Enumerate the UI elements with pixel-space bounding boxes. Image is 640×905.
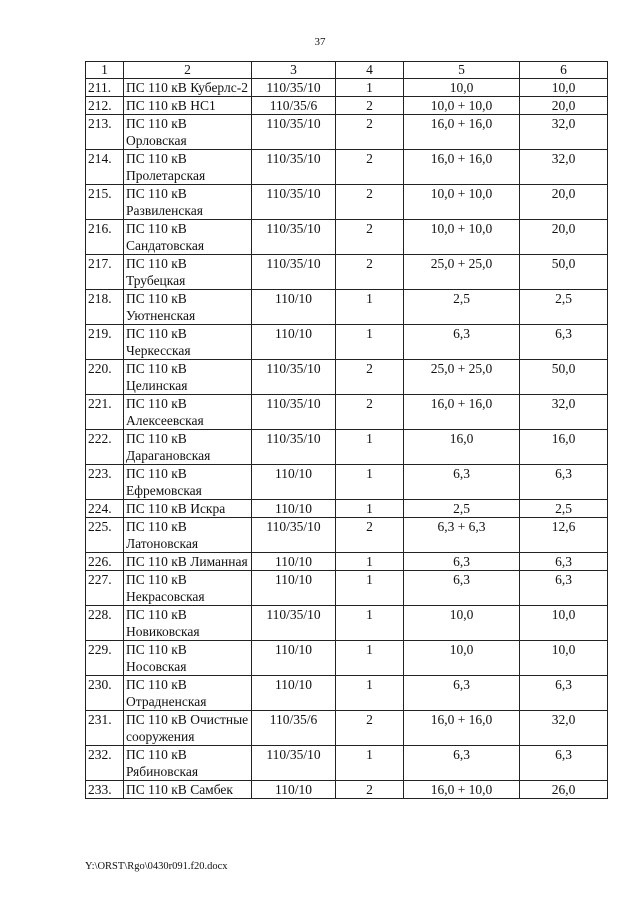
transformer-power-cell: 10,0 (404, 606, 520, 641)
transformer-power-cell: 6,3 (404, 325, 520, 360)
transformer-count-cell: 1 (336, 79, 404, 97)
table-row (86, 220, 608, 255)
row-number-cell: 227. (86, 571, 124, 606)
total-power-cell: 32,0 (520, 711, 608, 746)
total-power-cell: 6,3 (520, 553, 608, 571)
substation-name-cell: ПС 110 кВ Искра (124, 500, 252, 518)
table-body (86, 79, 608, 799)
voltage-cell: 110/10 (252, 553, 336, 571)
transformer-power-cell: 10,0 + 10,0 (404, 220, 520, 255)
table-row (86, 500, 608, 518)
substation-name-cell: ПС 110 кВ Алексеевская (124, 395, 252, 430)
substation-name-cell: ПС 110 кВ Новиковская (124, 606, 252, 641)
voltage-cell: 110/35/10 (252, 79, 336, 97)
row-number-cell: 212. (86, 97, 124, 115)
table-row (86, 255, 608, 290)
transformer-count-cell: 1 (336, 746, 404, 781)
substation-name-cell: ПС 110 кВ Дарагановская (124, 430, 252, 465)
substation-name-cell: ПС 110 кВ Пролетарская (124, 150, 252, 185)
voltage-cell: 110/35/10 (252, 255, 336, 290)
voltage-cell: 110/35/10 (252, 746, 336, 781)
transformer-power-cell: 16,0 + 10,0 (404, 781, 520, 799)
column-header: 2 (124, 62, 252, 79)
row-number-cell: 220. (86, 360, 124, 395)
total-power-cell: 6,3 (520, 325, 608, 360)
row-number-cell: 221. (86, 395, 124, 430)
total-power-cell: 6,3 (520, 746, 608, 781)
row-number-cell: 226. (86, 553, 124, 571)
voltage-cell: 110/10 (252, 781, 336, 799)
transformer-count-cell: 1 (336, 325, 404, 360)
total-power-cell: 2,5 (520, 290, 608, 325)
row-number-cell: 232. (86, 746, 124, 781)
total-power-cell: 16,0 (520, 430, 608, 465)
voltage-cell: 110/35/10 (252, 185, 336, 220)
row-number-cell: 228. (86, 606, 124, 641)
page-number: 37 (314, 36, 326, 48)
voltage-cell: 110/10 (252, 571, 336, 606)
voltage-cell: 110/10 (252, 500, 336, 518)
transformer-power-cell: 16,0 + 16,0 (404, 711, 520, 746)
column-header: 4 (336, 62, 404, 79)
row-number-cell: 229. (86, 641, 124, 676)
column-header: 5 (404, 62, 520, 79)
transformer-count-cell: 2 (336, 150, 404, 185)
column-header: 6 (520, 62, 608, 79)
transformer-count-cell: 1 (336, 465, 404, 500)
voltage-cell: 110/35/10 (252, 115, 336, 150)
transformer-count-cell: 1 (336, 571, 404, 606)
substation-name-cell: ПС 110 кВ Латоновская (124, 518, 252, 553)
table-row (86, 430, 608, 465)
row-number-cell: 217. (86, 255, 124, 290)
voltage-cell: 110/35/10 (252, 360, 336, 395)
transformer-power-cell: 25,0 + 25,0 (404, 255, 520, 290)
voltage-cell: 110/10 (252, 641, 336, 676)
transformer-count-cell: 2 (336, 360, 404, 395)
substation-name-cell: ПС 110 кВ Сандатовская (124, 220, 252, 255)
table-row (86, 641, 608, 676)
substation-name-cell: ПС 110 кВ Целинская (124, 360, 252, 395)
table-row (86, 325, 608, 360)
row-number-cell: 225. (86, 518, 124, 553)
substation-name-cell: ПС 110 кВ Отрадненская (124, 676, 252, 711)
transformer-power-cell: 2,5 (404, 500, 520, 518)
row-number-cell: 230. (86, 676, 124, 711)
total-power-cell: 50,0 (520, 360, 608, 395)
voltage-cell: 110/35/10 (252, 518, 336, 553)
table-header-row (86, 62, 608, 79)
voltage-cell: 110/35/10 (252, 606, 336, 641)
transformer-count-cell: 2 (336, 711, 404, 746)
footer-file-path: Y:\ORST\Rgo\0430r091.f20.docx (85, 861, 228, 872)
table-row (86, 518, 608, 553)
transformer-power-cell: 10,0 + 10,0 (404, 97, 520, 115)
row-number-cell: 231. (86, 711, 124, 746)
transformer-count-cell: 1 (336, 430, 404, 465)
column-header: 3 (252, 62, 336, 79)
transformer-power-cell: 6,3 (404, 571, 520, 606)
transformer-power-cell: 6,3 (404, 676, 520, 711)
transformer-count-cell: 2 (336, 395, 404, 430)
table-row (86, 79, 608, 97)
row-number-cell: 224. (86, 500, 124, 518)
transformer-count-cell: 2 (336, 220, 404, 255)
transformer-power-cell: 16,0 (404, 430, 520, 465)
transformer-power-cell: 6,3 (404, 746, 520, 781)
transformer-count-cell: 1 (336, 676, 404, 711)
row-number-cell: 219. (86, 325, 124, 360)
total-power-cell: 32,0 (520, 150, 608, 185)
transformer-count-cell: 2 (336, 185, 404, 220)
transformer-count-cell: 2 (336, 518, 404, 553)
transformer-count-cell: 2 (336, 97, 404, 115)
voltage-cell: 110/35/10 (252, 220, 336, 255)
total-power-cell: 6,3 (520, 571, 608, 606)
voltage-cell: 110/35/6 (252, 97, 336, 115)
transformer-count-cell: 1 (336, 500, 404, 518)
transformer-count-cell: 1 (336, 606, 404, 641)
substation-name-cell: ПС 110 кВ Ефремовская (124, 465, 252, 500)
row-number-cell: 216. (86, 220, 124, 255)
total-power-cell: 10,0 (520, 79, 608, 97)
substation-name-cell: ПС 110 кВ Самбек (124, 781, 252, 799)
table-row (86, 676, 608, 711)
transformer-count-cell: 1 (336, 290, 404, 325)
table-row (86, 606, 608, 641)
voltage-cell: 110/35/6 (252, 711, 336, 746)
total-power-cell: 32,0 (520, 395, 608, 430)
substation-name-cell: ПС 110 кВ Куберлс-2 (124, 79, 252, 97)
total-power-cell: 10,0 (520, 606, 608, 641)
row-number-cell: 218. (86, 290, 124, 325)
voltage-cell: 110/10 (252, 290, 336, 325)
total-power-cell: 50,0 (520, 255, 608, 290)
transformer-count-cell: 1 (336, 641, 404, 676)
transformer-power-cell: 6,3 (404, 465, 520, 500)
table-row (86, 781, 608, 799)
table-row (86, 711, 608, 746)
total-power-cell: 32,0 (520, 115, 608, 150)
transformer-power-cell: 16,0 + 16,0 (404, 115, 520, 150)
transformer-power-cell: 10,0 (404, 79, 520, 97)
substation-name-cell: ПС 110 кВ Трубецкая (124, 255, 252, 290)
voltage-cell: 110/35/10 (252, 150, 336, 185)
voltage-cell: 110/10 (252, 465, 336, 500)
table-row (86, 97, 608, 115)
table-row (86, 290, 608, 325)
transformer-power-cell: 16,0 + 16,0 (404, 395, 520, 430)
transformer-power-cell: 2,5 (404, 290, 520, 325)
table-row (86, 465, 608, 500)
voltage-cell: 110/10 (252, 325, 336, 360)
table-row (86, 185, 608, 220)
total-power-cell: 10,0 (520, 641, 608, 676)
table-row (86, 360, 608, 395)
transformer-count-cell: 1 (336, 553, 404, 571)
row-number-cell: 214. (86, 150, 124, 185)
table-row (86, 395, 608, 430)
transformer-count-cell: 2 (336, 255, 404, 290)
total-power-cell: 20,0 (520, 220, 608, 255)
transformer-count-cell: 2 (336, 115, 404, 150)
total-power-cell: 12,6 (520, 518, 608, 553)
substation-name-cell: ПС 110 кВ Рябиновская (124, 746, 252, 781)
row-number-cell: 211. (86, 79, 124, 97)
row-number-cell: 223. (86, 465, 124, 500)
voltage-cell: 110/35/10 (252, 430, 336, 465)
row-number-cell: 215. (86, 185, 124, 220)
transformer-count-cell: 2 (336, 781, 404, 799)
total-power-cell: 26,0 (520, 781, 608, 799)
transformer-power-cell: 10,0 (404, 641, 520, 676)
substation-name-cell: ПС 110 кВ НС1 (124, 97, 252, 115)
voltage-cell: 110/10 (252, 676, 336, 711)
row-number-cell: 213. (86, 115, 124, 150)
total-power-cell: 20,0 (520, 185, 608, 220)
row-number-cell: 233. (86, 781, 124, 799)
transformer-power-cell: 25,0 + 25,0 (404, 360, 520, 395)
table-row (86, 746, 608, 781)
substation-name-cell: ПС 110 кВ Орловская (124, 115, 252, 150)
table-row (86, 115, 608, 150)
substation-name-cell: ПС 110 кВ Очистные сооружения (124, 711, 252, 746)
substations-table (85, 61, 608, 799)
substation-name-cell: ПС 110 кВ Некрасовская (124, 571, 252, 606)
row-number-cell: 222. (86, 430, 124, 465)
transformer-power-cell: 6,3 (404, 553, 520, 571)
column-header: 1 (86, 62, 124, 79)
substation-name-cell: ПС 110 кВ Развиленская (124, 185, 252, 220)
table-row (86, 553, 608, 571)
table-row (86, 571, 608, 606)
total-power-cell: 6,3 (520, 465, 608, 500)
substation-name-cell: ПС 110 кВ Уютненская (124, 290, 252, 325)
transformer-power-cell: 16,0 + 16,0 (404, 150, 520, 185)
table-row (86, 150, 608, 185)
substation-name-cell: ПС 110 кВ Черкесская (124, 325, 252, 360)
substation-name-cell: ПС 110 кВ Лиманная (124, 553, 252, 571)
total-power-cell: 6,3 (520, 676, 608, 711)
transformer-power-cell: 6,3 + 6,3 (404, 518, 520, 553)
voltage-cell: 110/35/10 (252, 395, 336, 430)
total-power-cell: 2,5 (520, 500, 608, 518)
total-power-cell: 20,0 (520, 97, 608, 115)
transformer-power-cell: 10,0 + 10,0 (404, 185, 520, 220)
substation-name-cell: ПС 110 кВ Носовская (124, 641, 252, 676)
